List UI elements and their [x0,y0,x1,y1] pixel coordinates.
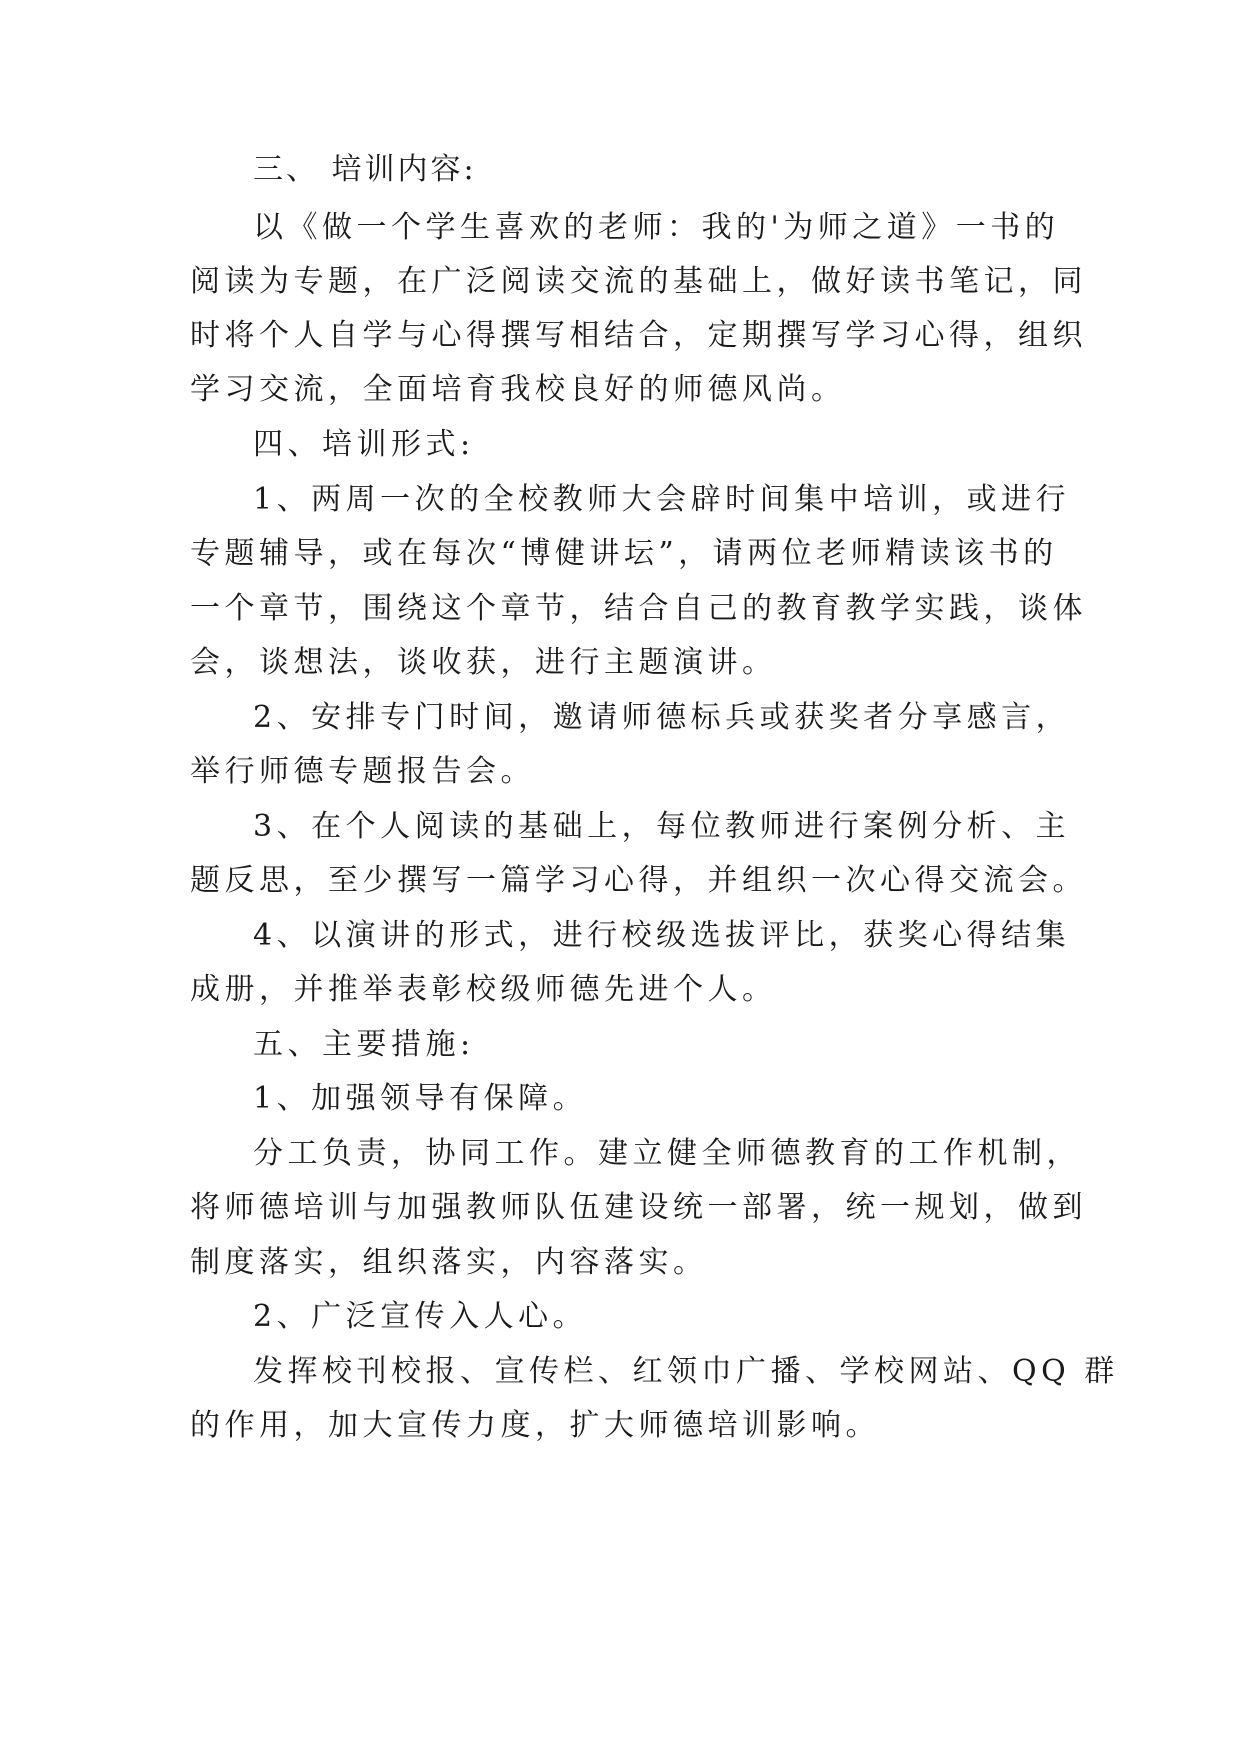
paragraph-line: 2、安排专门时间，邀请师德标兵或获奖者分享感言， [253,700,1071,735]
paragraph-line: 会，谈想法，谈收获，进行主题演讲。 [190,645,777,680]
paragraph-line: 学习交流，全面培育我校良好的师德风尚。 [190,372,846,407]
paragraph-line: 专题辅导，或在每次“博健讲坛”，请两位老师精读该书的 [190,536,1058,571]
paragraph-line: 时将个人自学与心得撰写相结合，定期撰写学习心得，组织 [190,318,1087,353]
paragraph-line: 题反思，至少撰写一篇学习心得，并组织一次心得交流会。 [190,863,1087,898]
section-heading-training-format: 四、培训形式: [253,427,475,462]
paragraph-line: 举行师德专题报告会。 [190,754,535,789]
paragraph-line: 以《做一个学生喜欢的老师：我的'为师之道》一书的 [253,210,1060,245]
section-heading-training-content: 三、 培训内容: [253,152,477,187]
paragraph-line: 4、以演讲的形式，进行校级选拔评比，获奖心得结集 [253,918,1071,953]
subheading-leadership: 1、加强领导有保障。 [253,1081,588,1116]
paragraph-line: 3、在个人阅读的基础上，每位教师进行案例分析、主 [253,809,1071,844]
paragraph-line: 的作用，加大宣传力度，扩大师德培训影响。 [190,1408,880,1443]
section-heading-main-measures: 五、主要措施: [253,1027,475,1062]
paragraph-line: 一个章节，围绕这个章节，结合自己的教育教学实践，谈体 [190,591,1087,626]
paragraph-line: 分工负责，协同工作。建立健全师德教育的工作机制， [253,1136,1081,1171]
paragraph-line: 1、两周一次的全校教师大会辟时间集中培训，或进行 [253,482,1071,517]
paragraph-line: 阅读为专题，在广泛阅读交流的基础上，做好读书笔记，同 [190,264,1087,299]
paragraph-line: 将师德培训与加强教师队伍建设统一部署，统一规划，做到 [190,1190,1087,1225]
paragraph-line: 成册，并推举表彰校级师德先进个人。 [190,972,777,1007]
paragraph-line: 发挥校刊校报、宣传栏、红领巾广播、学校网站、QQ 群 [253,1354,1119,1389]
subheading-publicity: 2、广泛宣传入人心。 [253,1299,588,1334]
paragraph-line: 制度落实，组织落实，内容落实。 [190,1245,708,1280]
